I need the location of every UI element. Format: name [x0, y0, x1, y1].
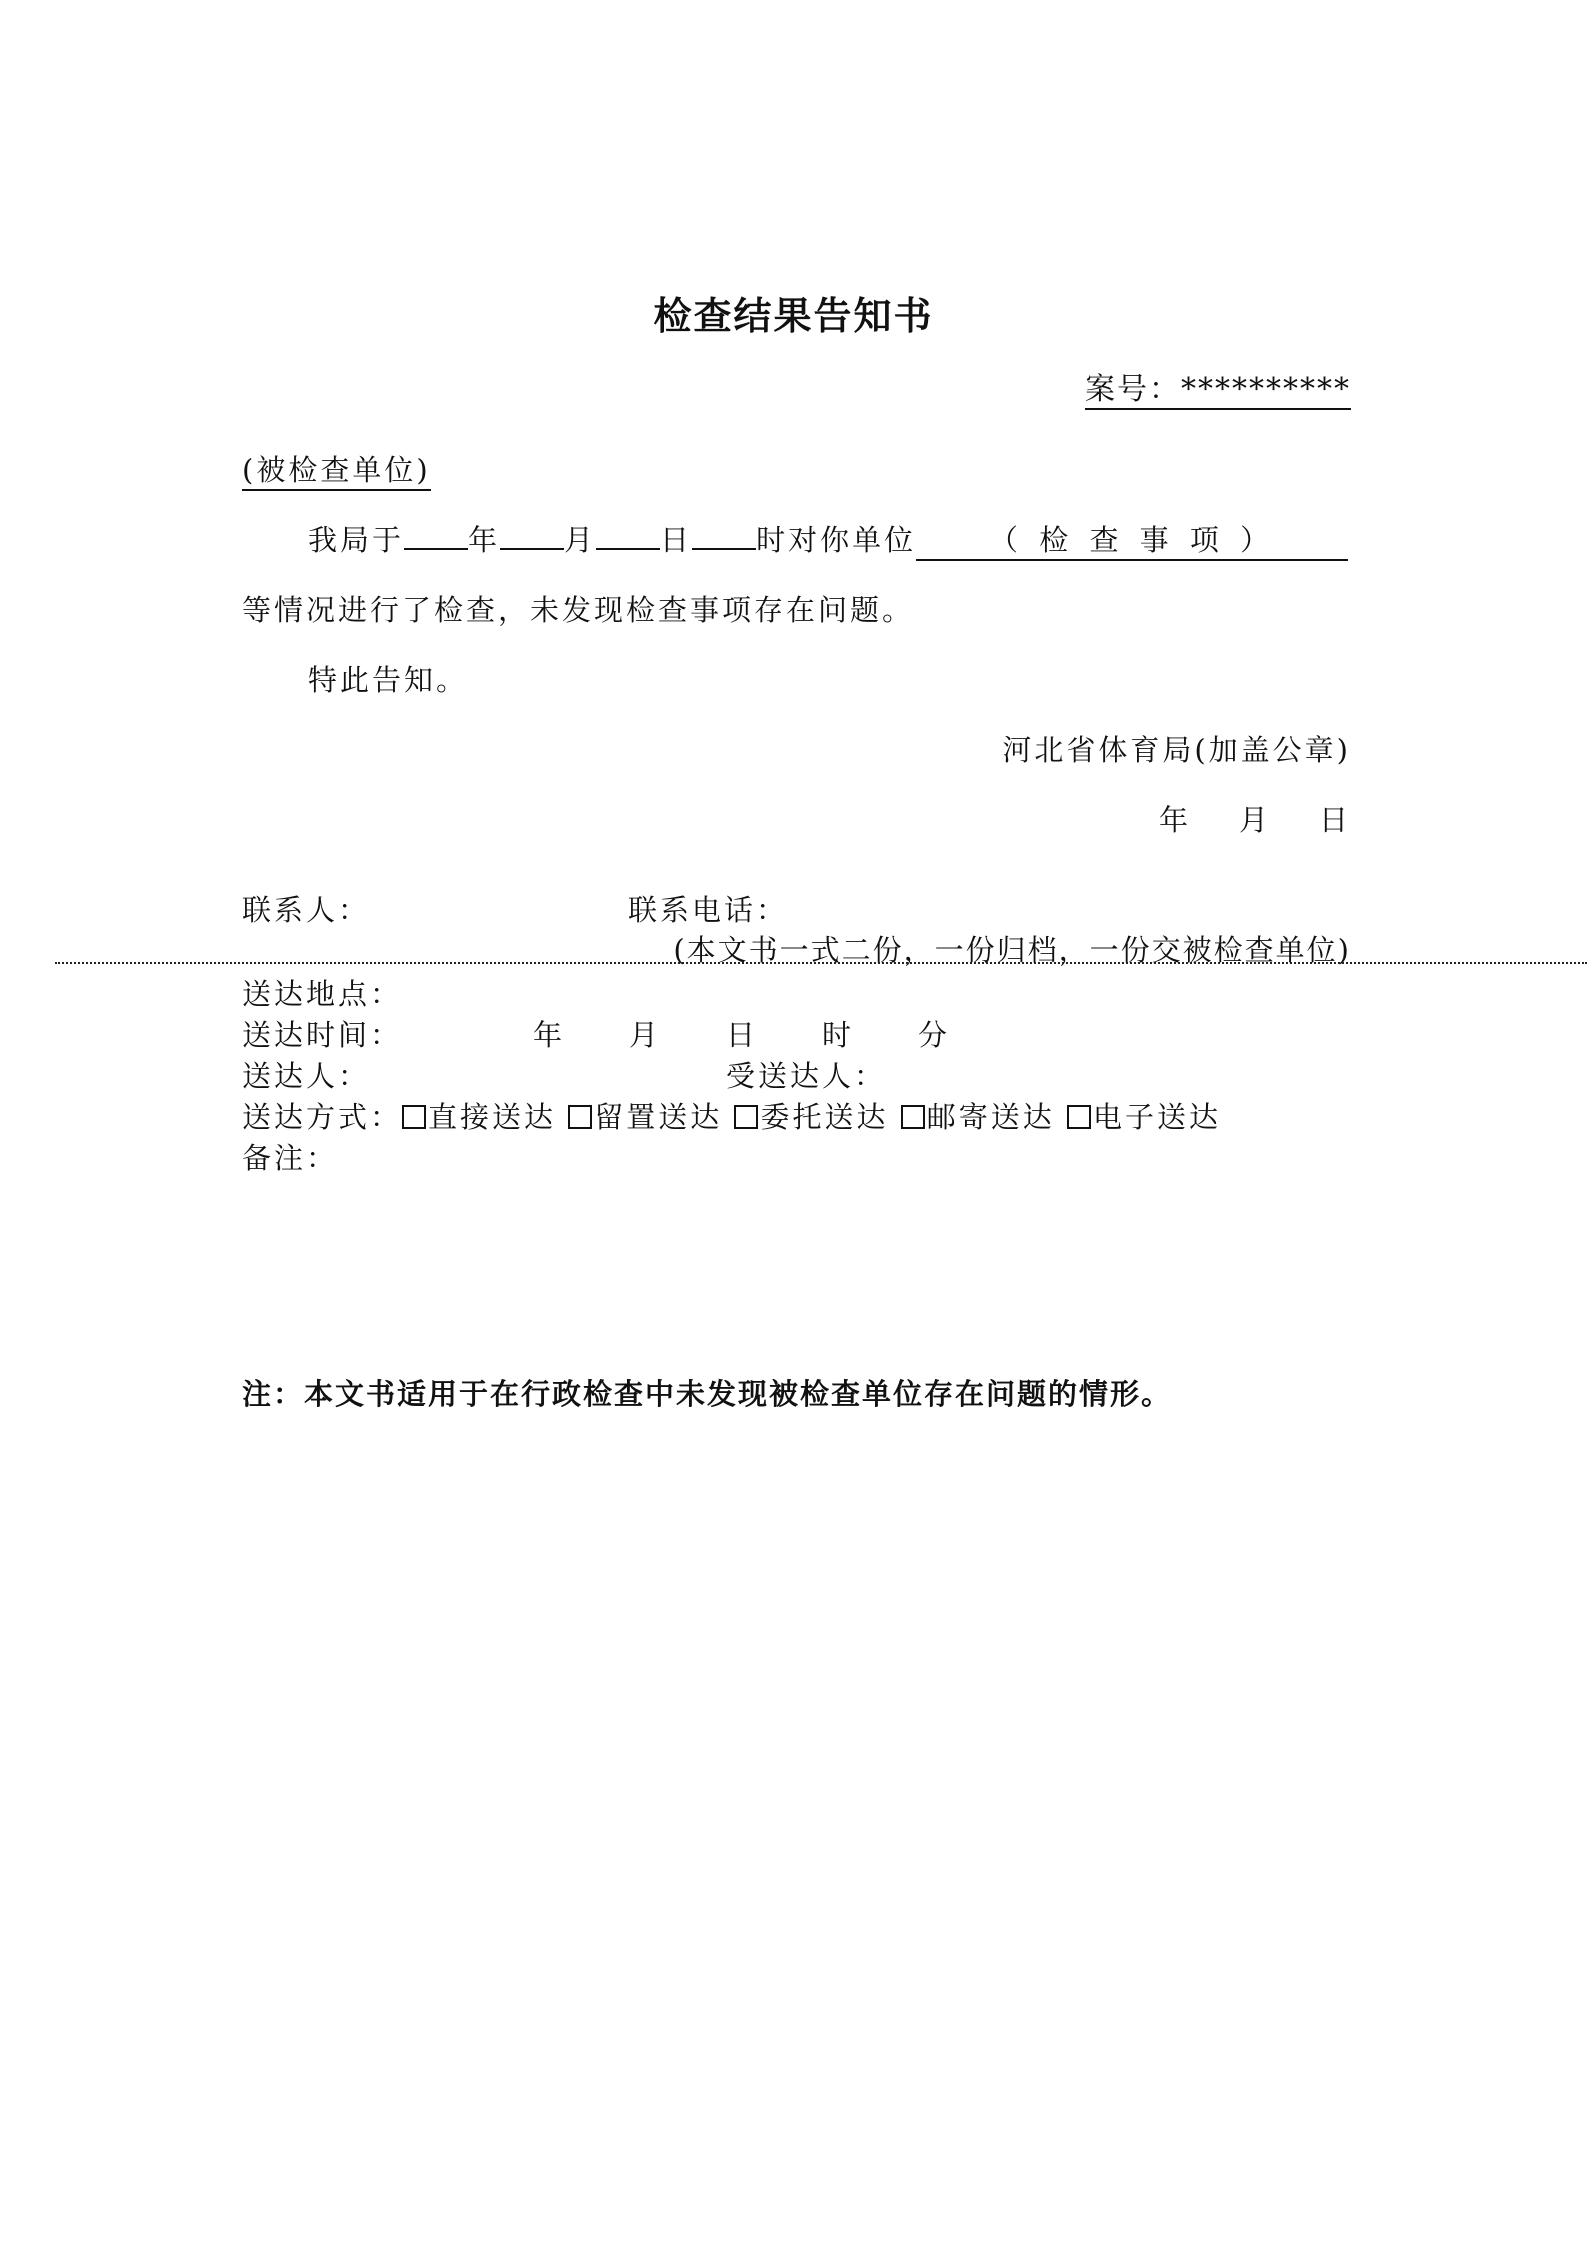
- remark-label: 备注：: [242, 1141, 339, 1175]
- body-prefix: 我局于: [308, 523, 405, 557]
- issue-day: 日: [1318, 803, 1351, 837]
- recipient-unit-text: (被检查单位): [242, 448, 431, 491]
- document-title: 检查结果告知书: [653, 294, 934, 338]
- method-label-direct: 直接送达: [428, 1100, 557, 1134]
- checkbox-icon[interactable]: [734, 1105, 758, 1129]
- body-month: 月: [564, 523, 597, 557]
- contact-person-label: 联系人：: [242, 893, 371, 927]
- hour-blank[interactable]: [692, 548, 756, 550]
- footnote: 注：本文书适用于在行政检查中未发现被检查单位存在问题的情形。: [242, 1377, 1173, 1411]
- delivery-time-minute: 分: [918, 1018, 951, 1052]
- delivery-method-label: 送达方式：: [242, 1100, 403, 1134]
- day-blank[interactable]: [596, 548, 660, 550]
- delivery-time-month: 月: [629, 1018, 662, 1052]
- sender-label: 送达人：: [242, 1059, 371, 1093]
- delivery-time-day: 日: [726, 1018, 759, 1052]
- contact-phone-label: 联系电话：: [628, 893, 789, 927]
- receiver-label: 受送达人：: [726, 1059, 887, 1093]
- case-number: 案号：**********: [1085, 372, 1351, 410]
- delivery-time-year: 年: [533, 1018, 566, 1052]
- method-label-electronic: 电子送达: [1092, 1100, 1221, 1134]
- month-blank[interactable]: [500, 548, 564, 550]
- year-blank[interactable]: [404, 548, 468, 550]
- method-label-lien: 留置送达: [594, 1100, 723, 1134]
- body-line-1: [308, 518, 1348, 561]
- delivery-time-label: 送达时间：: [242, 1018, 403, 1052]
- closing-text: 特此告知。: [308, 663, 469, 697]
- delivery-time-hour: 时: [822, 1018, 855, 1052]
- issuer-seal: 河北省体育局(加盖公章): [1002, 733, 1351, 767]
- issue-year: 年: [1158, 803, 1191, 837]
- checkbox-icon[interactable]: [1067, 1105, 1091, 1129]
- method-option-mail[interactable]: [901, 1100, 1055, 1134]
- checkbox-icon[interactable]: [568, 1105, 592, 1129]
- recipient-unit: [242, 448, 431, 491]
- inspection-matter[interactable]: （ 检 查 事 项 ）: [916, 518, 1348, 561]
- issue-date: [1159, 798, 1351, 839]
- checkbox-icon[interactable]: [402, 1105, 426, 1129]
- checkbox-icon[interactable]: [901, 1105, 925, 1129]
- delivery-method-row: [242, 1095, 1221, 1136]
- method-option-entrusted[interactable]: [734, 1100, 888, 1134]
- body-line-2: 等情况进行了检查，未发现检查事项存在问题。: [242, 593, 915, 627]
- method-option-direct[interactable]: [402, 1100, 556, 1134]
- method-option-lien[interactable]: [568, 1100, 722, 1134]
- body-year: 年: [468, 523, 501, 557]
- body-hour-suffix: 时对你单位: [756, 523, 917, 557]
- cut-line: [55, 962, 1587, 964]
- issue-month: 月: [1238, 803, 1271, 837]
- method-option-electronic[interactable]: [1067, 1100, 1221, 1134]
- body-day: 日: [660, 523, 693, 557]
- delivery-place-label: 送达地点：: [242, 977, 403, 1011]
- method-label-mail: 邮寄送达: [926, 1100, 1055, 1134]
- copies-note: (本文书一式二份，一份归档，一份交被检查单位): [673, 933, 1351, 967]
- method-label-entrusted: 委托送达: [760, 1100, 889, 1134]
